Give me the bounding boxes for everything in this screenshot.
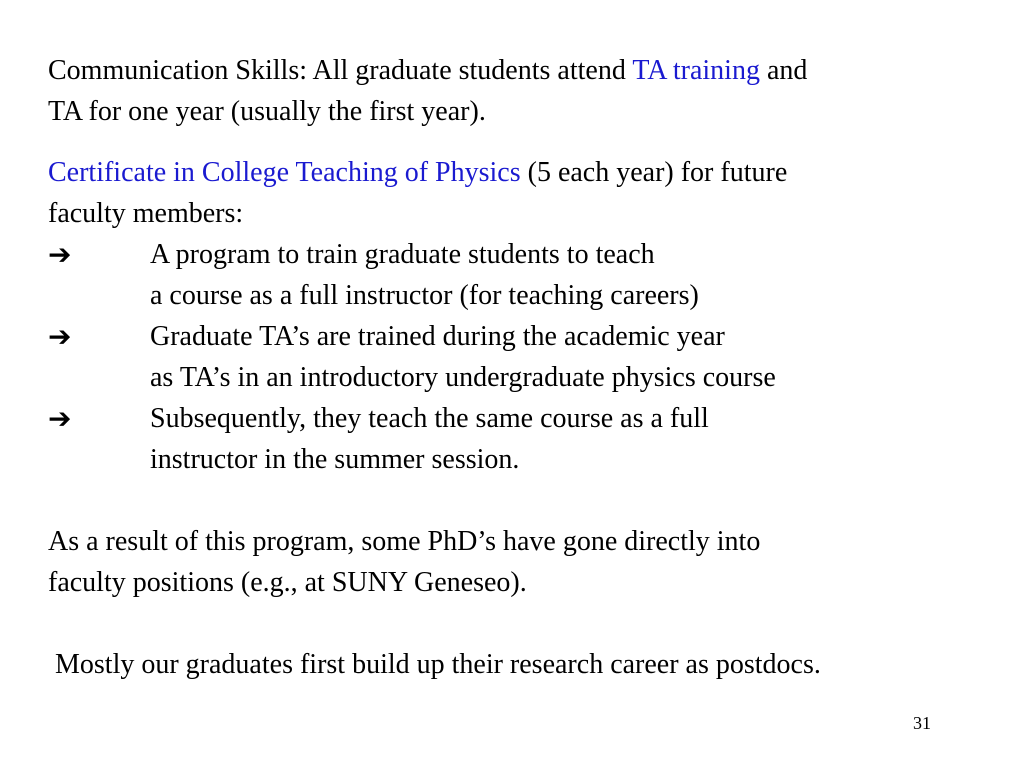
communication-skills-line-2: TA for one year (usually the first year). [48,96,486,127]
ta-training-link[interactable]: TA training [632,55,760,86]
result-line-2: faculty positions (e.g., at SUNY Geneseo). [48,567,527,598]
arrow-right-icon: ➔ [48,402,72,435]
bullet-2-line-2: as TA’s in an introductory undergraduate physics course [150,362,776,393]
bullet-2-line-1: Graduate TA’s are trained during the academic year [150,321,725,352]
certificate-line [48,156,787,190]
arrow-right-icon: ➔ [48,238,72,271]
certificate-link[interactable]: Certificate in College Teaching of Physics [48,157,521,188]
bullet-1-line-1: A program to train graduate students to teach [150,239,655,270]
communication-skills-text: Communication Skills: All graduate students attend [48,55,633,86]
communication-skills-line [48,54,807,88]
page-number: 31 [913,713,931,733]
arrow-right-icon: ➔ [48,320,72,353]
communication-skills-suffix: and [759,55,808,86]
bullet-1-line-2: a course as a full instructor (for teaching careers) [150,280,699,311]
bullet-3-line-2: instructor in the summer session. [150,444,520,475]
bullet-3-line-1: Subsequently, they teach the same course as a full [150,403,709,434]
postdocs-line: Mostly our graduates first build up their research career as postdocs. [48,649,821,680]
certificate-suffix: (5 each year) for future [520,157,788,188]
certificate-line-2: faculty members: [48,198,244,229]
result-line-1: As a result of this program, some PhD’s have gone directly into [48,526,761,557]
